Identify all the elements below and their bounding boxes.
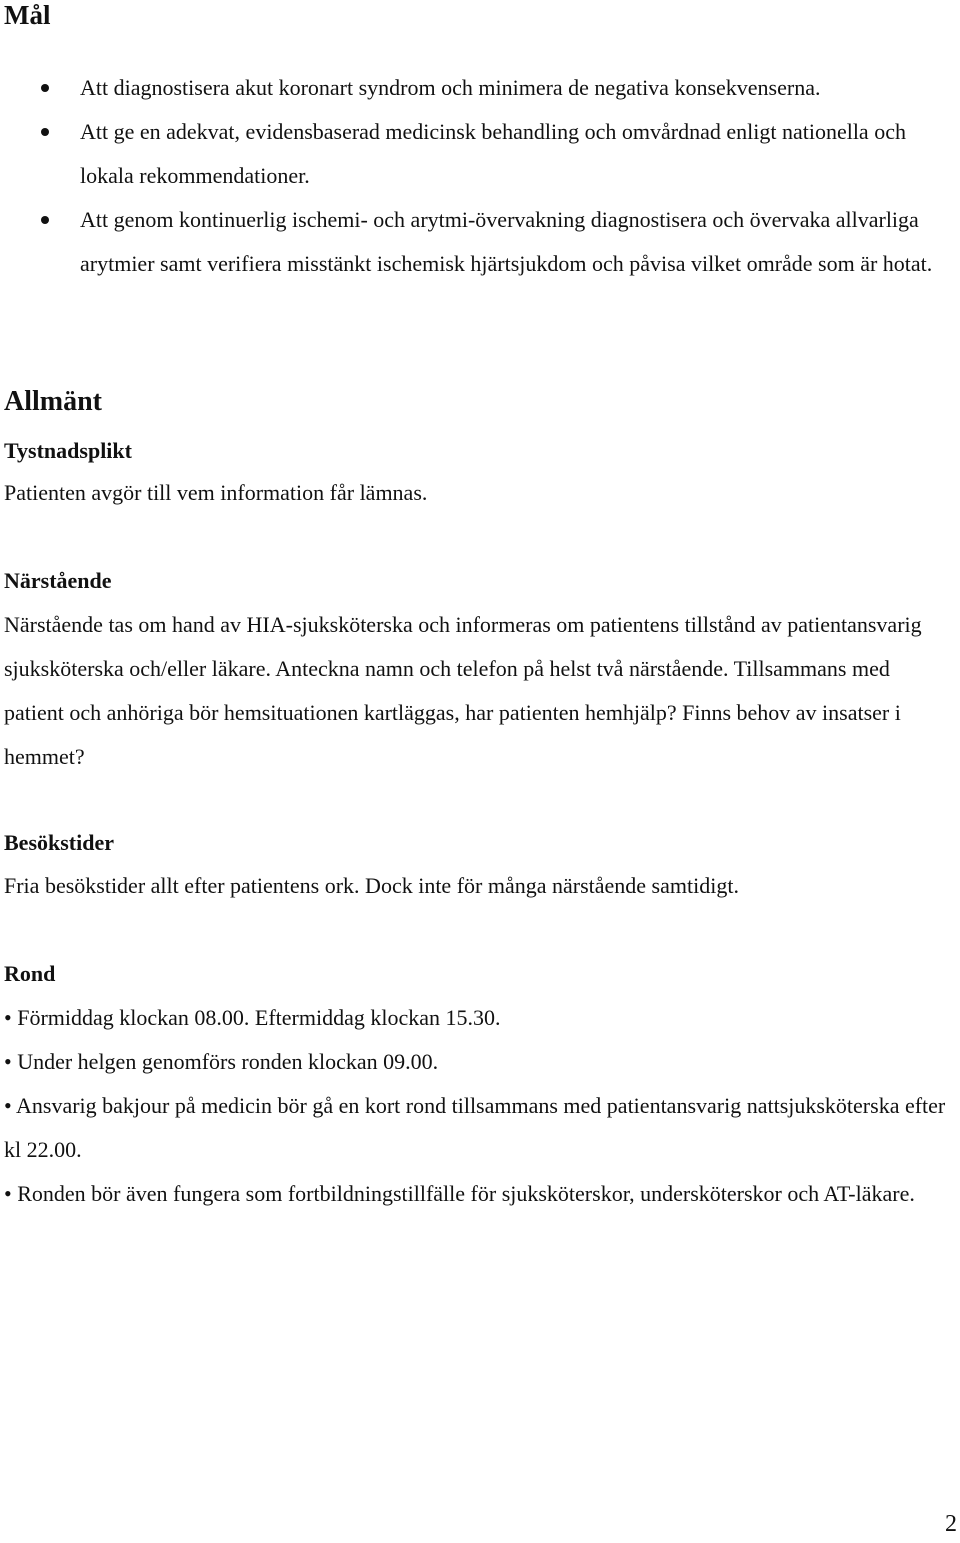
subheading-relatives: Närstående (4, 568, 112, 593)
bullet-icon: • (4, 1049, 18, 1074)
rounds-item (4, 1084, 954, 1172)
section-heading-general: Allmänt (4, 386, 102, 417)
bullet-icon: • (4, 1093, 16, 1118)
bullet-icon: • (4, 1005, 18, 1030)
rounds-item (4, 996, 954, 1040)
rounds-item (4, 1040, 954, 1084)
subheading-rounds: Rond (4, 961, 56, 986)
goal-text: Att genom kontinuerlig ischemi- och arytmi-övervakning diagnostisera och övervaka allvarliga arytmier samt verifiera misstänkt ischemisk hjärtsjukdom och påvisa vilket område som är hotat. (80, 207, 933, 276)
page-number: 2 (945, 1511, 957, 1537)
bullet-icon (41, 128, 49, 136)
bullet-icon (41, 216, 49, 224)
relatives-text: Närstående tas om hand av HIA-sjuksköterska och informeras om patientens tillstånd av patientansvarig sjuksköterska och/eller läkare. Anteckna namn och telefon på helst två närstående. Tillsammans med patient och anhöriga bör hemsituationen kartläggas, har patienten hemhjälp? Finns behov av insatser i hemmet? (4, 612, 922, 769)
visiting-hours-text: Fria besökstider allt efter patientens ork. Dock inte för många närstående samtidigt. (4, 873, 739, 898)
confidentiality-text: Patienten avgör till vem information får lämnas. (4, 480, 428, 505)
goal-item (0, 66, 960, 110)
goal-text: Att diagnostisera akut koronart syndrom och minimera de negativa konsekvenserna. (80, 75, 821, 100)
rounds-item-text: Förmiddag klockan 08.00. Eftermiddag klockan 15.30. (17, 1005, 501, 1030)
subheading-visiting-hours: Besökstider (4, 830, 114, 855)
page-title: Mål (4, 0, 51, 30)
rounds-item-text: Ansvarig bakjour på medicin bör gå en kort rond tillsammans med patientansvarig nattsjuksköterska efter kl 22.00. (4, 1093, 946, 1162)
rounds-list (4, 996, 954, 1216)
goal-text: Att ge en adekvat, evidensbaserad medicinsk behandling och omvårdnad enligt nationella och lokala rekommendationer. (80, 119, 906, 188)
rounds-item-text: Under helgen genomförs ronden klockan 09.00. (17, 1049, 439, 1074)
goal-item (0, 110, 960, 198)
bullet-icon (41, 84, 49, 92)
subheading-confidentiality: Tystnadsplikt (4, 438, 132, 463)
rounds-item-text: Ronden bör även fungera som fortbildningstillfälle för sjuksköterskor, undersköterskor och AT-läkare. (17, 1181, 915, 1206)
bullet-icon: • (4, 1181, 18, 1206)
goals-list (0, 66, 960, 286)
goal-item (0, 198, 960, 286)
rounds-item (4, 1172, 954, 1216)
